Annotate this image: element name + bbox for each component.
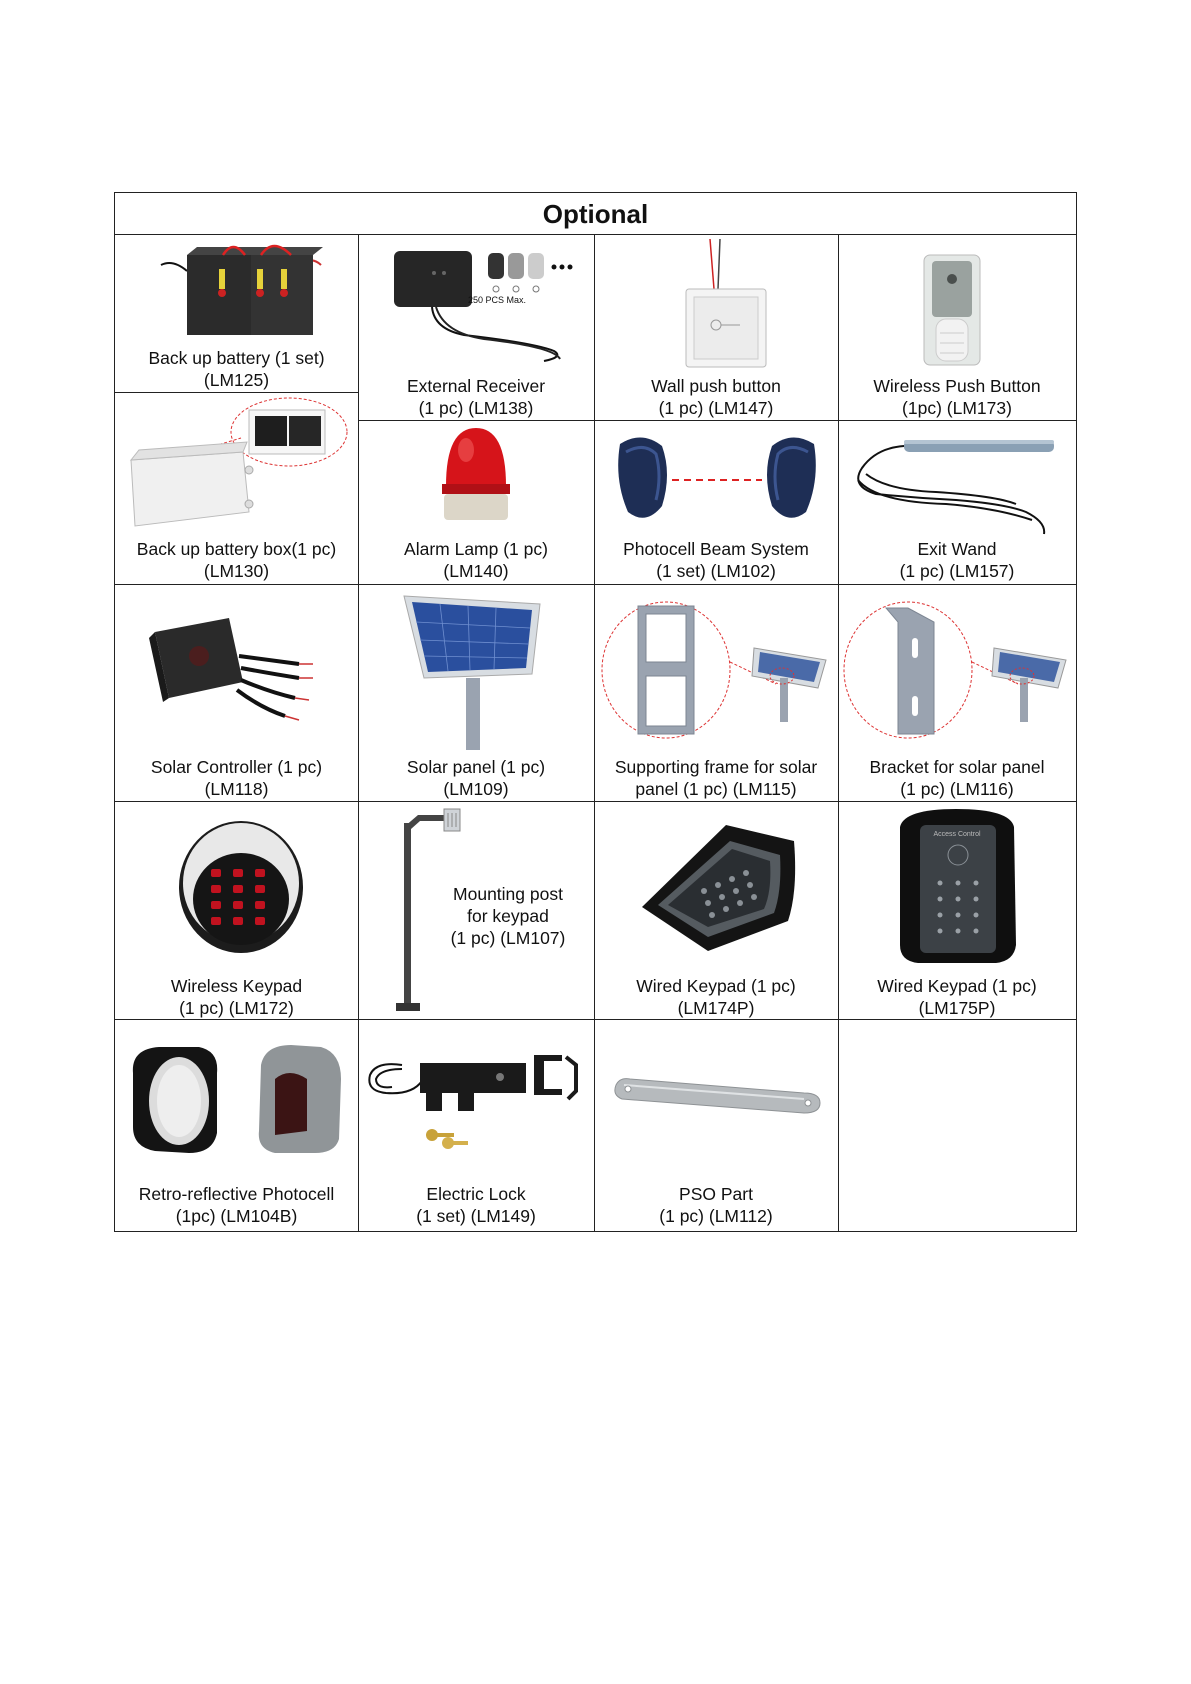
item-caption: [115, 1183, 358, 1227]
caption-line: (1pc) (LM173): [902, 398, 1012, 418]
caption-line: Wall push button: [651, 376, 781, 396]
empty-cell: [838, 1019, 1076, 1231]
caption-line: (1 pc) (LM172): [179, 998, 294, 1018]
caption-line: (1 pc) (LM112): [659, 1206, 773, 1226]
caption-line: Photocell Beam System: [623, 539, 809, 559]
caption-line: (LM125): [203, 370, 270, 390]
caption-line: PSO Part: [679, 1184, 753, 1204]
caption-line: (1 pc) (LM138): [418, 398, 534, 418]
receiver-badge: 250 PCS Max.: [467, 295, 527, 305]
battery-image: [153, 241, 323, 351]
exit-wand-image: [846, 434, 1072, 538]
item-electric-lock: [358, 1019, 594, 1231]
item-mounting-post: [358, 801, 594, 1019]
photocell-image: [612, 430, 822, 528]
caption-line: Solar Controller (1 pc): [150, 757, 323, 777]
wireless-button-image: [918, 253, 988, 369]
solar-panel-image: [400, 590, 550, 752]
item-wired-keypad-175: [838, 801, 1076, 1019]
caption-line: (1pc) (LM104B): [175, 1206, 298, 1226]
table-title: Optional: [115, 193, 1076, 235]
item-caption: [594, 538, 838, 582]
caption-line: Wireless Push Button: [873, 376, 1041, 396]
item-caption: [838, 375, 1076, 419]
item-caption: [358, 538, 594, 582]
caption-line: Mounting post: [453, 884, 563, 904]
bracket-image: [842, 592, 1074, 742]
caption-line: Wireless Keypad: [170, 976, 303, 996]
caption-line: Bracket for solar panel: [869, 757, 1045, 777]
item-backup-battery-box: [115, 392, 358, 584]
item-pso-part: [594, 1019, 838, 1231]
solar-controller-image: [149, 612, 319, 732]
item-external-receiver: [358, 235, 594, 420]
caption-line: (LM175P): [918, 998, 996, 1018]
caption-line: (LM174P): [677, 998, 755, 1018]
caption-line: Retro-reflective Photocell: [138, 1184, 335, 1204]
caption-line: Exit Wand: [917, 539, 997, 559]
pso-part-image: [608, 1073, 828, 1123]
item-caption: [115, 756, 358, 800]
caption-line: for keypad: [467, 906, 549, 926]
item-caption: [838, 975, 1076, 1019]
item-caption: [358, 375, 594, 419]
item-caption: [838, 756, 1076, 800]
electric-lock-image: [362, 1041, 590, 1153]
item-caption: [408, 883, 594, 949]
item-caption: [115, 538, 358, 582]
caption-line: (1 pc) (LM116): [900, 779, 1014, 799]
item-caption: [594, 756, 838, 800]
item-photocell-beam: [594, 420, 838, 584]
item-wall-push-button: [594, 235, 838, 420]
retro-photocell-image: [125, 1043, 349, 1157]
item-caption: [358, 756, 594, 800]
caption-line: Back up battery (1 set): [148, 348, 325, 368]
caption-line: panel (1 pc) (LM115): [635, 779, 797, 799]
item-supporting-frame: [594, 584, 838, 801]
item-caption: [594, 975, 838, 1019]
caption-line: (LM109): [443, 779, 509, 799]
battery-box-image: [121, 394, 353, 532]
alarm-lamp-image: [436, 424, 516, 524]
item-backup-battery: [115, 235, 358, 392]
caption-line: (1 pc) (LM157): [899, 561, 1015, 581]
caption-line: Wired Keypad (1 pc): [636, 976, 796, 996]
caption-line: Back up battery box(1 pc): [136, 539, 337, 559]
item-caption: [594, 1183, 838, 1227]
item-caption: [838, 538, 1076, 582]
caption-line: (1 pc) (LM147): [658, 398, 774, 418]
caption-line: Wired Keypad (1 pc): [877, 976, 1037, 996]
item-bracket: [838, 584, 1076, 801]
item-solar-controller: [115, 584, 358, 801]
item-solar-panel: [358, 584, 594, 801]
item-exit-wand: [838, 420, 1076, 584]
caption-line: (LM130): [203, 561, 270, 581]
item-wireless-push-button: [838, 235, 1076, 420]
caption-line: (LM118): [204, 779, 269, 799]
caption-line: Alarm Lamp (1 pc): [404, 539, 548, 559]
caption-line: Electric Lock: [426, 1184, 526, 1204]
keypad-label: Access Control: [933, 831, 981, 838]
item-alarm-lamp: [358, 420, 594, 584]
item-caption: [358, 1183, 594, 1227]
caption-line: (1 pc) (LM107): [450, 928, 566, 948]
wall-button-image: [680, 239, 770, 369]
wireless-keypad-image: [175, 817, 309, 957]
item-retro-photocell: [115, 1019, 358, 1231]
caption-line: Supporting frame for solar: [614, 757, 818, 777]
item-caption: [594, 375, 838, 419]
item-wired-keypad-174: [594, 801, 838, 1019]
caption-line: (1 set) (LM149): [416, 1206, 536, 1226]
item-caption: [115, 347, 358, 391]
caption-line: Solar panel (1 pc): [406, 757, 546, 777]
item-caption: [115, 975, 358, 1019]
caption-line: (LM140): [443, 561, 509, 581]
item-wireless-keypad: [115, 801, 358, 1019]
caption-line: External Receiver: [406, 376, 546, 396]
wired-keypad-174-image: [638, 821, 798, 955]
supporting-frame-image: [600, 592, 834, 742]
caption-line: (1 set) (LM102): [656, 561, 776, 581]
optional-accessories-table: [114, 192, 1077, 1232]
